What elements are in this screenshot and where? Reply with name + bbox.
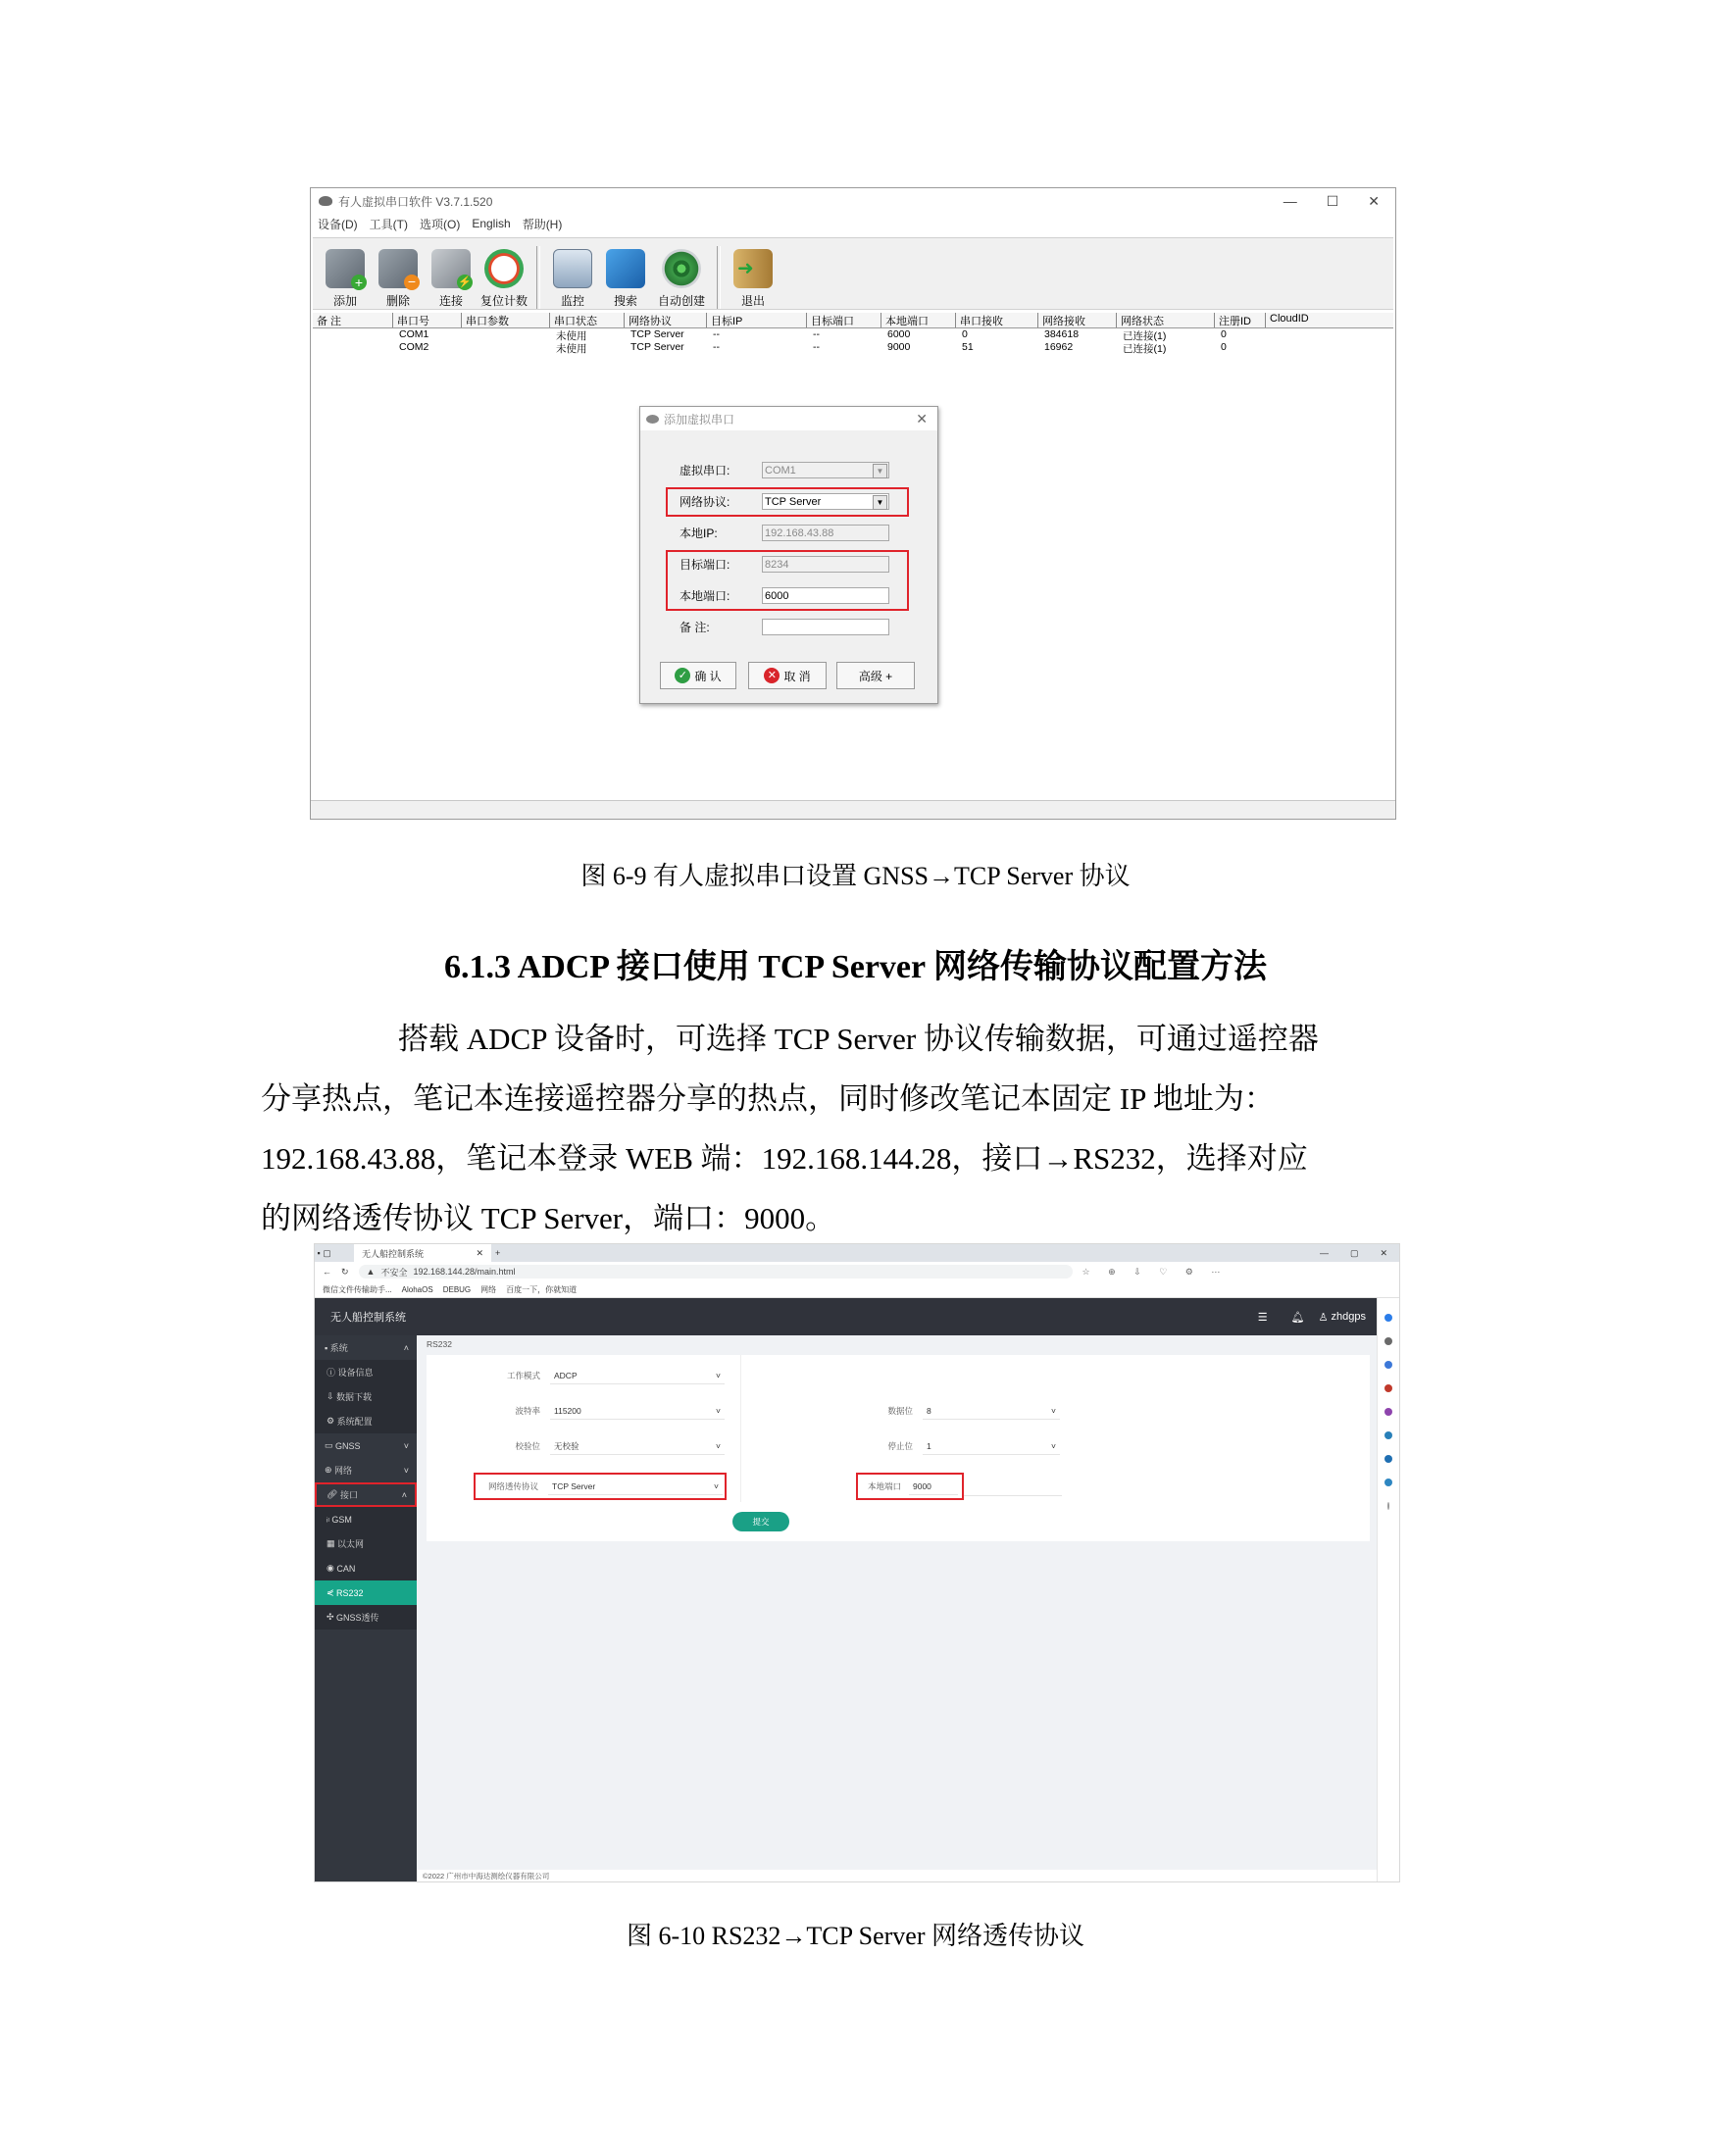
connect-button-label: 连接 <box>438 294 463 308</box>
add-virtual-port-dialog <box>639 406 938 704</box>
toolbar <box>313 237 1393 310</box>
cell <box>313 341 393 354</box>
sidebar-item-interface[interactable] <box>315 1482 417 1507</box>
tag-icon[interactable] <box>1384 1361 1392 1369</box>
back-icon[interactable]: ← <box>323 1267 331 1277</box>
sidebar-item-gsm[interactable] <box>315 1507 417 1531</box>
cell: 0 <box>1221 341 1227 353</box>
menu-english[interactable]: English <box>472 217 511 230</box>
cell: 16962 <box>1044 341 1074 353</box>
dialog-close-icon[interactable]: ✕ <box>916 410 928 426</box>
table-row[interactable] <box>313 328 1393 341</box>
menu-tools[interactable]: 工具(T) <box>369 217 408 231</box>
share-icon: ⋞ <box>327 1587 337 1597</box>
sidebar-label: 接口 <box>339 1490 358 1500</box>
virtual-serial-window <box>310 187 1396 820</box>
browser-side-panel <box>1377 1298 1399 1882</box>
parity-row <box>485 1437 725 1455</box>
sidebar-item-device-info[interactable] <box>315 1360 417 1384</box>
sidebar-item-system-config[interactable] <box>315 1409 417 1433</box>
reload-icon[interactable]: ↻ <box>341 1266 349 1277</box>
work-mode-label: 工作模式 <box>506 1371 540 1380</box>
gear-icon: ⚙ <box>327 1416 337 1426</box>
col-cloud-id: CloudID <box>1270 313 1309 325</box>
virtual-port-value: COM1 <box>765 465 796 476</box>
signal-icon: ᵢₗ <box>327 1514 332 1524</box>
insecure-label: 不安全 <box>380 1267 408 1278</box>
info-icon: ⓘ <box>327 1368 338 1378</box>
copilot-icon[interactable] <box>1384 1314 1392 1322</box>
telescope-icon[interactable] <box>1384 1479 1392 1486</box>
virtual-port-label: 虚拟串口: <box>679 464 730 477</box>
cell: COM2 <box>399 341 429 353</box>
submit-button[interactable]: 提交 <box>732 1512 789 1531</box>
tab-close-icon[interactable]: ✕ <box>476 1247 483 1258</box>
delete-button[interactable] <box>372 242 425 309</box>
confirm-button[interactable] <box>660 662 736 689</box>
cell: 6000 <box>887 328 911 340</box>
chevron-down-icon: ˅ <box>714 1480 719 1491</box>
sidebar-label: GNSS <box>335 1440 361 1451</box>
add-button-label: 添加 <box>332 294 357 308</box>
minimize-button[interactable]: — <box>1283 192 1297 209</box>
protocol-value: TCP Server <box>552 1480 596 1491</box>
cell: -- <box>713 328 720 340</box>
breadcrumb: RS232 <box>427 1339 452 1349</box>
sidebar-item-gnss-passthrough[interactable] <box>315 1605 417 1630</box>
sidebar-label: 网络 <box>334 1466 353 1476</box>
monitor-icon <box>553 249 592 288</box>
maximize-button[interactable]: ☐ <box>1326 192 1339 209</box>
protocol-label: 网络协议: <box>679 495 730 509</box>
data-bits-row <box>858 1402 1060 1420</box>
close-button[interactable]: ✕ <box>1368 192 1380 209</box>
games-icon[interactable] <box>1384 1408 1392 1416</box>
work-mode-value: ADCP <box>554 1370 578 1380</box>
chevron-down-icon: ˅ <box>716 1405 721 1416</box>
cancel-x-icon: ✕ <box>764 668 780 683</box>
cell: 9000 <box>887 341 911 353</box>
local-port-field[interactable]: 9000 <box>909 1478 958 1495</box>
section-heading: 6.1.3 ADCP 接口使用 TCP Server 网络传输协议配置方法 <box>444 949 1267 985</box>
bookmark-item[interactable]: DEBUG <box>442 1284 472 1294</box>
parity-select[interactable] <box>550 1437 725 1455</box>
protocol-highlight-box <box>666 487 909 517</box>
browser-toolbar-icons[interactable]: ☆ ⊕ ⇩ ♡ ⚙ ⋯ <box>1082 1266 1229 1277</box>
tab-active[interactable] <box>354 1244 491 1262</box>
app-title: 无人船控制系统 <box>330 1312 406 1324</box>
sidebar-label: 数据下载 <box>336 1392 373 1402</box>
bookmark-item[interactable]: 百度一下，你就知道 <box>506 1284 578 1294</box>
col-remark: 备 注 <box>313 313 393 327</box>
chevron-down-icon: ▼ <box>873 464 887 478</box>
chevron-down-icon: ˅ <box>403 1440 409 1451</box>
paragraph-line: 192.168.43.88，笔记本登录 WEB 端：192.168.144.28，接口→RS232，选择对应 <box>261 1141 1308 1176</box>
col-target-port: 目标端口 <box>807 313 881 327</box>
app-logo-icon <box>646 415 659 424</box>
dialog-titlebar <box>640 407 937 430</box>
col-network-status: 网络状态 <box>1117 313 1215 327</box>
baud-row <box>485 1402 725 1420</box>
browser-menu-icon[interactable]: ▪ ▢ <box>315 1247 331 1258</box>
footer: ©2022 广州市中海达测绘仪器有限公司 <box>417 1870 1385 1882</box>
menu-options[interactable]: 选项(O) <box>420 217 461 231</box>
sidebar-item-can[interactable] <box>315 1556 417 1580</box>
menu-device[interactable]: 设备(D) <box>318 217 358 231</box>
toolbar-separator <box>536 246 540 309</box>
exit-button[interactable] <box>727 242 780 309</box>
figure-caption-6-9: 图 6-9 有人虚拟串口设置 GNSS→TCP Server 协议 <box>580 862 1131 890</box>
bookmark-item[interactable]: 网络 <box>480 1284 497 1294</box>
search-button[interactable] <box>599 242 652 309</box>
ethernet-icon: ▦ <box>327 1538 338 1548</box>
sidebar-item-gnss[interactable] <box>315 1433 417 1458</box>
work-mode-select[interactable] <box>550 1367 725 1384</box>
stop-bits-label: 停止位 <box>887 1441 913 1451</box>
local-ip-field[interactable]: 192.168.43.88 <box>762 525 889 541</box>
satellite-icon: ▭ <box>325 1440 336 1450</box>
remark-label: 备 注: <box>679 621 710 634</box>
dialog-title: 添加虚拟串口 <box>664 412 735 426</box>
sidebar-label: RS232 <box>336 1587 364 1598</box>
connect-button[interactable] <box>425 242 478 309</box>
divider <box>1387 1502 1389 1510</box>
col-port: 串口号 <box>393 313 462 327</box>
exit-door-icon: ➜ <box>733 249 773 288</box>
cell <box>1266 328 1391 341</box>
bell-icon[interactable]: 🔔︎ <box>1290 1311 1305 1324</box>
cell: 已连接(1) <box>1123 330 1167 341</box>
baud-label: 波特率 <box>515 1406 540 1416</box>
monitor-button-label: 监控 <box>560 294 584 308</box>
add-port-icon: + <box>326 249 365 288</box>
protocol-row <box>474 1473 727 1500</box>
cancel-button[interactable] <box>748 662 827 689</box>
cell <box>1266 341 1391 354</box>
window-title: 有人虚拟串口软件 V3.7.1.520 <box>338 194 493 209</box>
local-port-label: 本地端口: <box>679 589 730 603</box>
exit-button-label: 退出 <box>740 294 765 308</box>
status-bar <box>311 800 1395 819</box>
confirm-label: 确 认 <box>694 669 722 683</box>
sidebar <box>315 1335 417 1882</box>
data-bits-select[interactable] <box>923 1402 1060 1420</box>
monitor-icon: ▪ <box>325 1342 330 1353</box>
col-port-status: 串口状态 <box>550 313 625 327</box>
search-icon[interactable] <box>1384 1337 1392 1345</box>
rs232-form-card <box>427 1355 1370 1541</box>
stop-bits-select[interactable] <box>923 1437 1060 1455</box>
reset-count-button[interactable] <box>478 242 530 309</box>
cell <box>462 328 550 341</box>
app-header <box>315 1298 1380 1335</box>
user-menu[interactable]: zhdgps <box>1331 1311 1366 1323</box>
new-tab-icon[interactable]: + <box>495 1248 501 1258</box>
chevron-up-icon: ˄ <box>401 1489 407 1500</box>
baud-value: 115200 <box>554 1405 581 1416</box>
user-avatar-icon: ♙ <box>1318 1311 1329 1324</box>
toolbar-separator <box>717 246 721 309</box>
col-port-params: 串口参数 <box>462 313 550 327</box>
outlook-icon[interactable] <box>1384 1455 1392 1463</box>
figure-caption-6-10: 图 6-10 RS232→TCP Server 网络透传协议 <box>626 1922 1085 1950</box>
ports-highlight-box <box>666 550 909 611</box>
menu-toggle-icon[interactable]: ☰ <box>1257 1311 1268 1324</box>
bookmarks-bar <box>315 1281 1399 1298</box>
connect-icon: ⚡ <box>431 249 471 288</box>
delete-port-icon: − <box>378 249 418 288</box>
local-ip-label: 本地IP: <box>679 526 718 540</box>
close-button[interactable]: ✕ <box>1380 1247 1387 1258</box>
url-text: 192.168.144.28/main.html <box>413 1267 516 1277</box>
data-bits-value: 8 <box>927 1405 931 1416</box>
cell: 已连接(1) <box>1123 343 1167 354</box>
sidebar-item-ethernet[interactable] <box>315 1531 417 1556</box>
app-logo-icon <box>319 196 332 206</box>
link-icon: 🔗︎ <box>327 1489 340 1499</box>
cell: TCP Server <box>630 328 684 340</box>
check-icon: ✓ <box>675 668 690 683</box>
cell: 384618 <box>1044 328 1080 340</box>
cell: 0 <box>962 328 968 340</box>
minimize-button[interactable]: — <box>1319 1247 1329 1258</box>
reset-gauge-icon <box>484 249 524 288</box>
stop-bits-value: 1 <box>927 1440 931 1451</box>
cell: TCP Server <box>630 341 684 353</box>
chevron-down-icon: ˅ <box>716 1370 721 1380</box>
toolbox-icon[interactable] <box>1384 1384 1392 1392</box>
virtual-port-row <box>679 462 889 478</box>
protocol-value: TCP Server <box>765 496 822 508</box>
cell: -- <box>713 341 720 353</box>
parity-value: 无校验 <box>554 1440 579 1451</box>
local-port-highlight-box <box>856 1473 964 1500</box>
sidebar-label: GNSS透传 <box>336 1613 379 1623</box>
address-bar-row <box>315 1262 1399 1281</box>
col-serial-rx: 串口接收 <box>956 313 1038 327</box>
tab-title: 无人船控制系统 <box>362 1248 425 1259</box>
cell: -- <box>813 328 820 340</box>
parity-label: 校验位 <box>515 1441 540 1451</box>
paragraph-line: 分享热点，笔记本连接遥控器分享的热点，同时修改笔记本固定 IP 地址为： <box>261 1081 1275 1116</box>
cell <box>313 328 393 341</box>
chevron-down-icon: ˅ <box>716 1440 721 1451</box>
autocreate-button-label: 自动创建 <box>657 294 705 308</box>
data-bits-label: 数据位 <box>887 1406 913 1416</box>
chevron-up-icon: ˄ <box>403 1342 409 1353</box>
sidebar-item-rs232[interactable] <box>315 1580 417 1605</box>
paragraph-line: 的网络透传协议 TCP Server，端口：9000。 <box>261 1201 836 1235</box>
table-row[interactable] <box>313 341 1393 354</box>
add-button[interactable] <box>319 242 372 309</box>
bookmark-item[interactable]: 微信文件传输助手... <box>323 1284 392 1294</box>
office-icon[interactable] <box>1384 1431 1392 1439</box>
virtual-port-select[interactable] <box>762 462 889 478</box>
cell: COM1 <box>399 328 429 340</box>
col-protocol: 网络协议 <box>625 313 707 327</box>
sidebar-label: 系统 <box>329 1343 348 1353</box>
sidebar-item-system[interactable] <box>315 1335 417 1360</box>
cell: 51 <box>962 341 974 353</box>
bookmark-item[interactable]: AlohaOS <box>401 1284 433 1294</box>
work-mode-row <box>485 1367 725 1384</box>
sidebar-label: GSM <box>331 1514 352 1525</box>
tab-bar <box>315 1244 1399 1262</box>
local-port-label: 本地端口 <box>867 1481 901 1491</box>
reset-count-label: 复位计数 <box>479 294 528 308</box>
search-network-icon <box>606 249 645 288</box>
sidebar-label: 以太网 <box>337 1539 365 1549</box>
advanced-button[interactable]: 高级 + <box>836 662 915 689</box>
cell: 0 <box>1221 328 1227 340</box>
radar-icon <box>662 249 701 288</box>
col-register-id: 注册ID <box>1215 313 1266 327</box>
cell <box>462 341 550 354</box>
local-port-underline <box>964 1478 1062 1496</box>
delete-button-label: 删除 <box>385 294 410 308</box>
sidebar-item-network[interactable] <box>315 1458 417 1482</box>
target-port-field[interactable]: 8234 <box>762 556 889 573</box>
chevron-down-icon: ▼ <box>873 495 887 510</box>
cell: -- <box>813 341 820 353</box>
warning-icon: ▲ <box>366 1267 376 1277</box>
cancel-label: 取 消 <box>783 669 811 683</box>
cell: 未使用 <box>556 330 587 341</box>
local-port-field[interactable]: 6000 <box>762 587 889 604</box>
local-port-row <box>856 1473 1062 1500</box>
stop-bits-row <box>858 1437 1060 1455</box>
col-local-port: 本地端口 <box>881 313 956 327</box>
col-network-rx: 网络接收 <box>1038 313 1117 327</box>
search-button-label: 搜索 <box>613 294 637 308</box>
window-titlebar <box>311 188 1395 214</box>
monitor-button[interactable] <box>546 242 599 309</box>
port-table-header <box>313 313 1393 328</box>
sidebar-label: CAN <box>336 1563 356 1574</box>
main-content <box>417 1335 1380 1870</box>
remark-field[interactable] <box>762 619 889 635</box>
chevron-down-icon: ˅ <box>1051 1405 1056 1416</box>
column-divider <box>740 1355 741 1502</box>
can-icon: ◉ <box>327 1563 337 1573</box>
sidebar-label: 设备信息 <box>337 1368 374 1378</box>
url-field[interactable] <box>359 1265 1073 1279</box>
baud-select[interactable] <box>550 1402 725 1420</box>
download-icon: ⇩ <box>327 1391 337 1401</box>
remark-row <box>679 619 889 635</box>
chevron-down-icon: ˅ <box>1051 1440 1056 1451</box>
chevron-down-icon: ˅ <box>403 1465 409 1476</box>
local-ip-row <box>679 525 889 541</box>
menu-bar <box>311 214 1395 233</box>
sidebar-item-data-download[interactable] <box>315 1384 417 1409</box>
cell: 未使用 <box>556 343 587 354</box>
protocol-select[interactable] <box>548 1478 723 1495</box>
col-target-ip: 目标IP <box>707 313 807 327</box>
protocol-label: 网络透传协议 <box>487 1481 538 1491</box>
paragraph-line: 搭载 ADCP 设备时，可选择 TCP Server 协议传输数据，可通过遥控器 <box>398 1022 1319 1056</box>
autocreate-button[interactable] <box>652 242 711 309</box>
passthrough-icon: ✣ <box>327 1612 337 1622</box>
sidebar-label: 系统配置 <box>336 1417 373 1427</box>
restore-button[interactable]: ▢ <box>1349 1247 1359 1258</box>
globe-icon: ⊕ <box>325 1465 335 1475</box>
target-port-label: 目标端口: <box>679 558 730 572</box>
menu-help[interactable]: 帮助(H) <box>522 217 563 231</box>
browser-window <box>314 1243 1400 1882</box>
